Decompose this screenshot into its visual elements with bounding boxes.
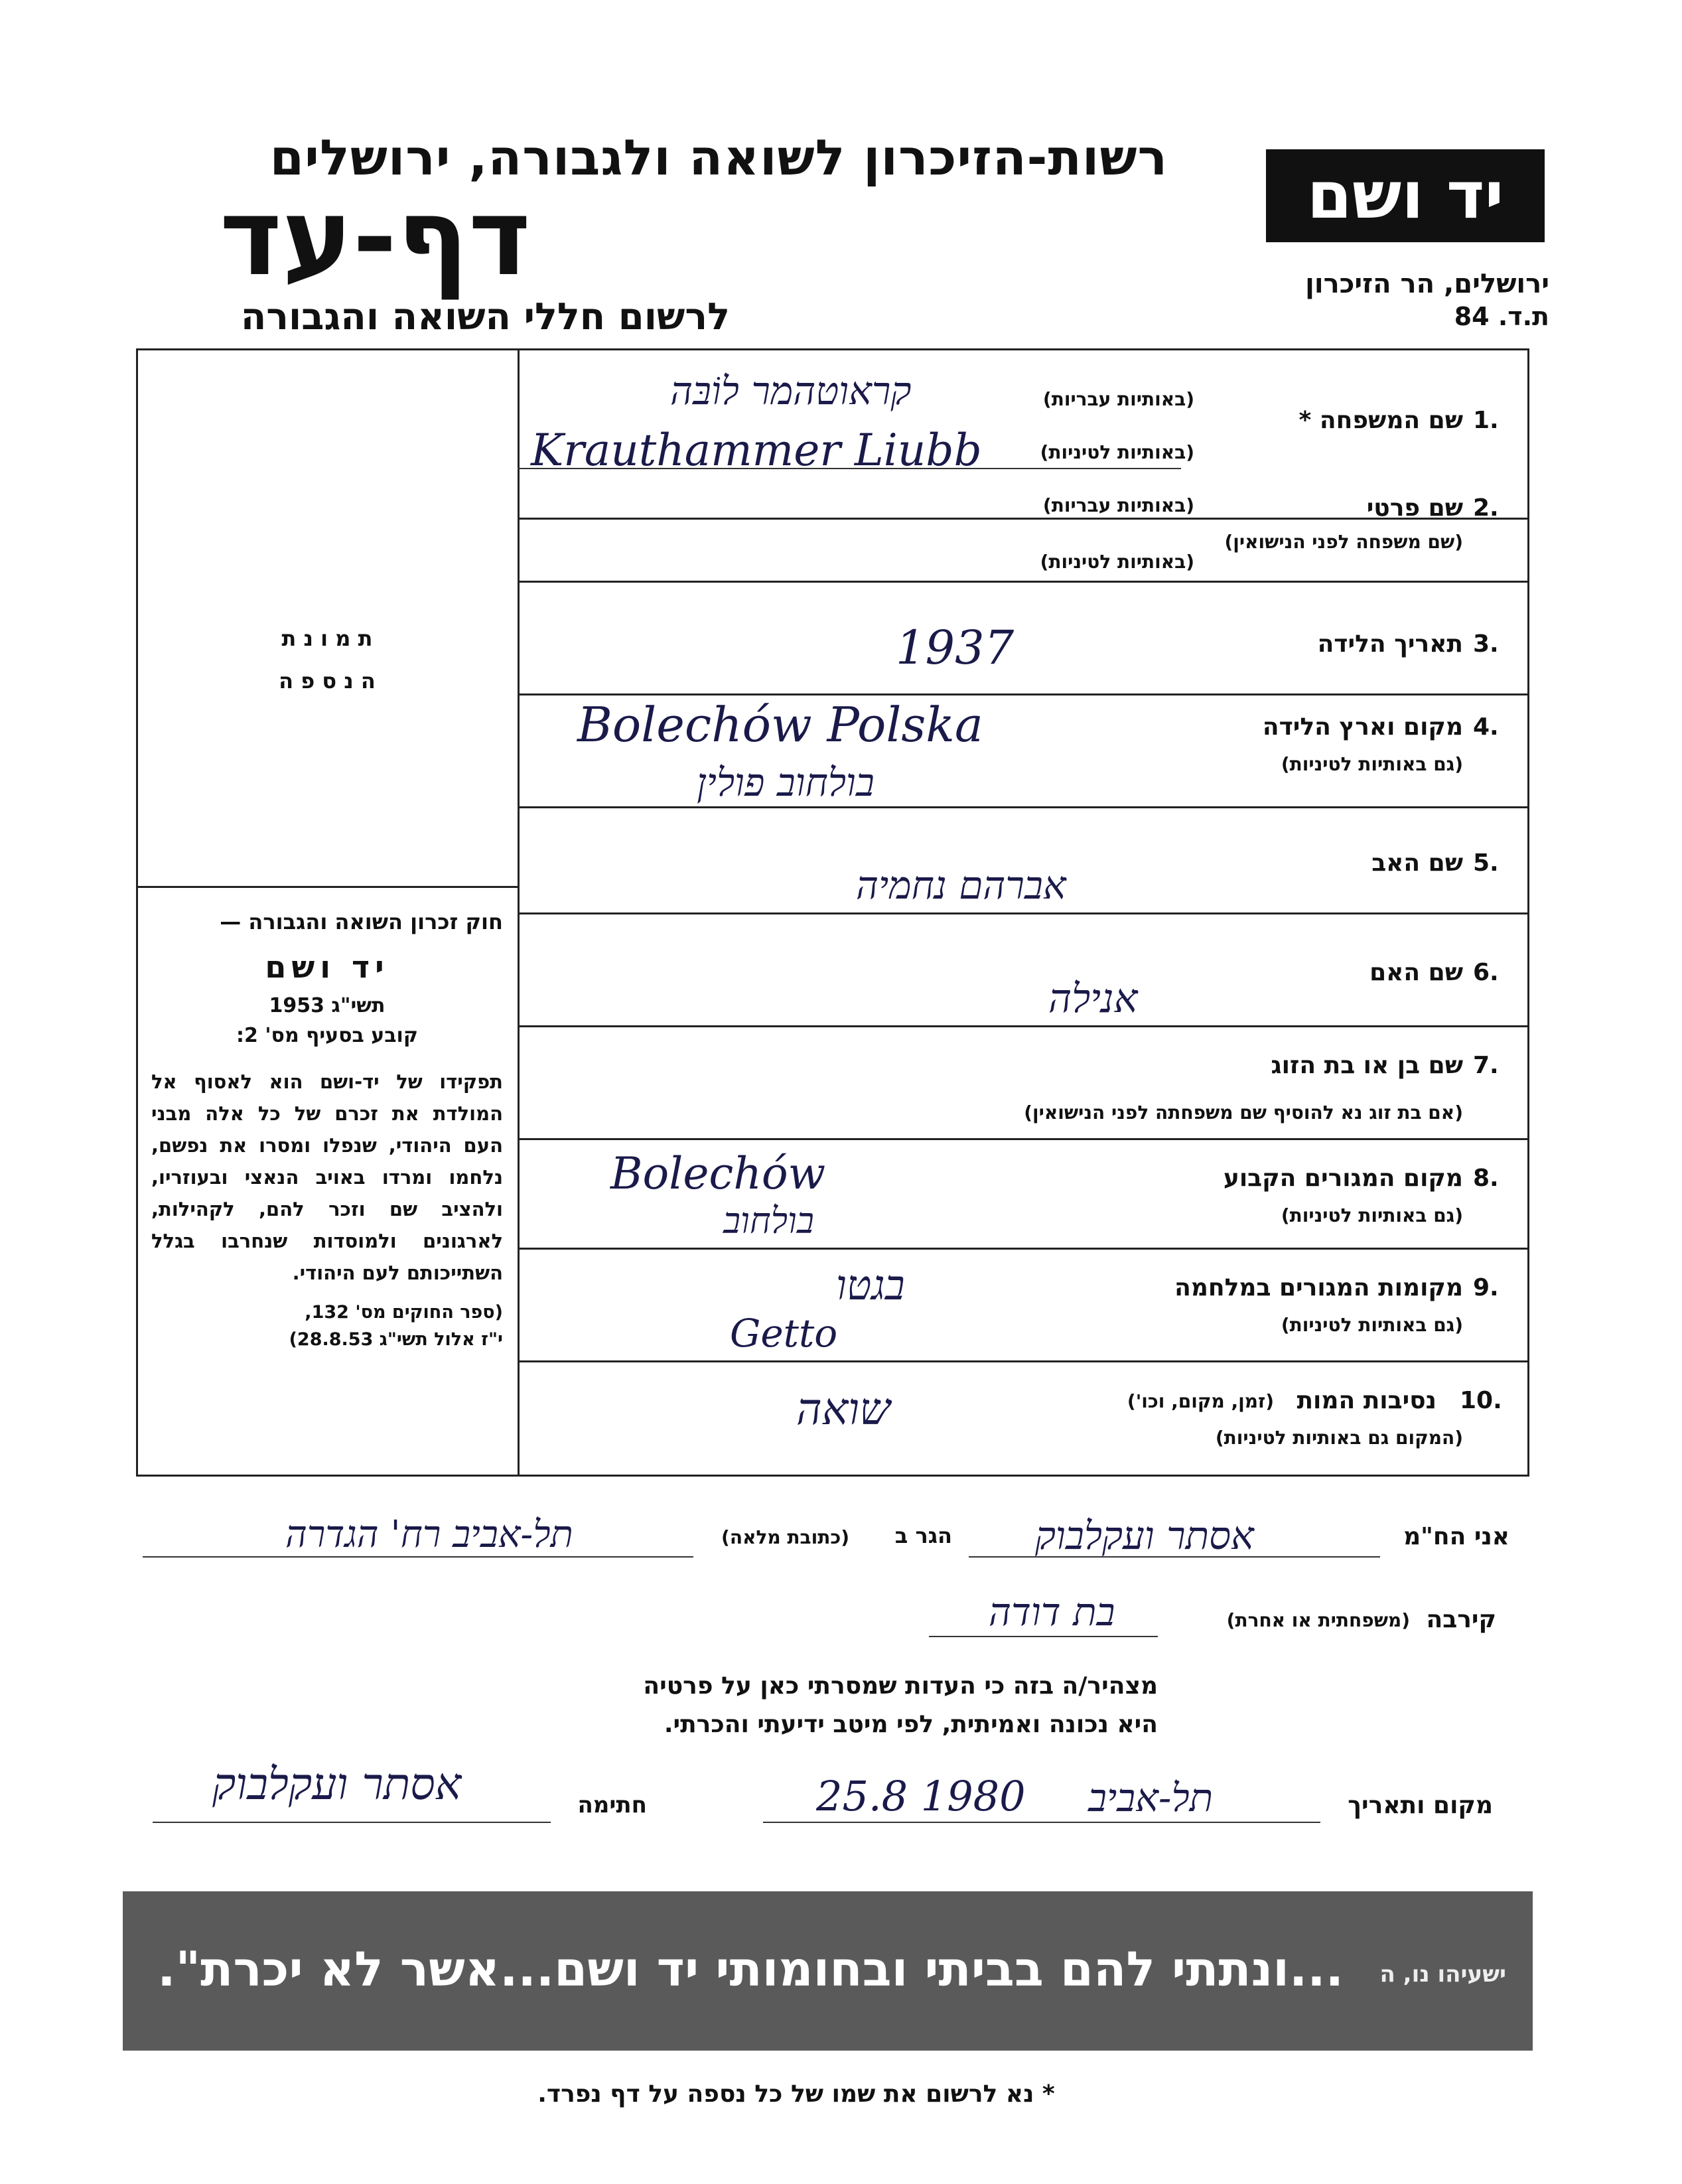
footnote: * נא לרשום את שמו של כל נספה על דף נפרד. (537, 2080, 1055, 2108)
field-4-number: 4. (1473, 713, 1499, 741)
field-1-value-hebrew: קראוטהמר לוֹבּה (670, 368, 912, 413)
field-9-sublabel: (גם באותיות לטיניות) (1281, 1314, 1463, 1336)
field-5-value: אברהם נחמיה (856, 863, 1066, 908)
law-year: תשי"ג 1953 (269, 994, 385, 1017)
field-5-label: שם האב (1371, 849, 1463, 877)
declarant-label: אני הח"מ (1403, 1523, 1509, 1550)
place-value: תל-אביב (1088, 1775, 1214, 1820)
photo-placeholder (136, 617, 518, 702)
law-source-2: י"ז אלול תשי"ג 28.8.53) (289, 1329, 503, 1350)
banner-quote: ...ונתתי להם בביתי ובחומותי יד ושם...אשר לא יכרת". (157, 1941, 1344, 1997)
row-divider (518, 1248, 1529, 1250)
photo-label-1: ת מ ו נ ת (281, 626, 373, 651)
field-3-label: תאריך הלידה (1317, 630, 1463, 658)
field-4-value-hebrew: בולחוב פולין (697, 760, 875, 805)
address-line (143, 1556, 693, 1558)
row-divider (518, 1138, 1529, 1140)
signature-label: חתימה (577, 1792, 647, 1818)
field-9-label: מקומות המגורים במלחמה (1174, 1274, 1463, 1301)
address-hint: (כתובת מלאה) (721, 1526, 849, 1548)
address-value: תל-אביב רח' הגדרה (285, 1513, 573, 1556)
row-divider (518, 693, 1529, 695)
law-clause: קובע בסעיף מס' 2: (236, 1024, 418, 1047)
field-3-number: 3. (1473, 630, 1499, 658)
relation-hint: (משפחתית או אחרת) (1226, 1609, 1410, 1631)
statement-line-2: היא נכונה ואמיתית, לפי מיטב ידיעתי והכרתי. (664, 1711, 1158, 1738)
field-1-hint-hebrew: (באותיות עבריות) (1042, 388, 1194, 410)
photo-label-2: ה נ ס פ ה (279, 668, 376, 693)
field-10-label-extra: (זמן, מקום, וכו') (1127, 1390, 1274, 1412)
field-8-number: 8. (1473, 1165, 1499, 1192)
field-4-sublabel: (גם באותיות לטיניות) (1281, 753, 1463, 775)
law-box (151, 909, 503, 1350)
row-divider (518, 912, 1529, 914)
date-value: 25.8 1980 (816, 1772, 1026, 1820)
signature-value: אסתר ועקלבוק (212, 1759, 462, 1810)
row-divider (518, 581, 1529, 583)
field-8-sublabel: (גם באותיות לטיניות) (1281, 1204, 1463, 1226)
field-9-value-hebrew: בגטו (836, 1261, 905, 1309)
field-6-number: 6. (1473, 959, 1499, 986)
field-1-hint-latin: (באותיות לטיניות) (1040, 441, 1194, 463)
field-4-label: מקום וארץ הלידה (1262, 713, 1463, 741)
field-7-sublabel: (אם בת זוג נא להוסיף שם משפחתה לפני הנישואין) (1024, 1102, 1463, 1124)
photo-law-divider (136, 886, 518, 888)
relation-label: קירבה (1426, 1606, 1496, 1633)
field-7-number: 7. (1473, 1052, 1499, 1079)
resident-label: הגר ב (894, 1523, 952, 1548)
relation-value: בת דודה (989, 1589, 1115, 1635)
field-1-number: 1. (1473, 407, 1499, 434)
relation-line (929, 1636, 1158, 1637)
field-8-label: מקום המגורים הקבוע (1223, 1165, 1463, 1192)
logo-text: יד ושם (1306, 158, 1504, 234)
address-line-1: ירושלים, הר הזיכרון (1305, 269, 1549, 299)
field-8-value-latin: Bolechów (610, 1148, 826, 1199)
field-10-sublabel: (המקום גם באותיות לטיניות) (1215, 1427, 1463, 1449)
field-1-label: שם המשפחה * (1298, 407, 1463, 434)
address-line-2: ת.ד. 84 (1454, 302, 1549, 331)
law-name: יד ושם (265, 949, 389, 985)
signature-line (153, 1822, 551, 1823)
field-6-label: שם האם (1369, 959, 1463, 986)
field-2-sublabel: (שם משפחה לפני הנישואין) (1224, 531, 1463, 553)
field-8-value-hebrew: בולחוב (723, 1200, 814, 1242)
banner-source: ישעיהו נו, ה (1379, 1961, 1506, 1988)
row-divider (518, 806, 1529, 808)
field-10-value: שואה (796, 1384, 890, 1435)
field-10-number: 10. (1460, 1387, 1502, 1414)
field-5-number: 5. (1473, 849, 1499, 877)
law-body: תפקידו של יד-ושם הוא לאסוף אל המולדת את זכרם של כל אלה מבני העם היהודי, שנפלו ומסרו את נפשם, נלחמו ומרדו באויב הנאצי ובעוזריו, ולהציב שם וזכר להם, לקהילות, לארגונים ולמוסדות שנחרבו בגלל השתייכותם לעם היהודי. (151, 1070, 503, 1284)
form-subtitle: לרשום חללי השואה והגבורה (240, 295, 730, 338)
field-2-hint-hebrew: (באותיות עבריות) (1042, 494, 1194, 516)
place-date-label: מקום ותאריך (1348, 1792, 1493, 1819)
row-divider (518, 1025, 1529, 1027)
field-3-value: 1937 (896, 620, 1015, 675)
row-divider (518, 1360, 1529, 1362)
quote-banner (123, 1891, 1533, 2051)
field-2-label: שם פרטי (1366, 494, 1463, 522)
law-source-1: (ספר החוקים מס' 132, (305, 1302, 503, 1323)
statement-line-1: מצהיר/ה בזה כי העדות שמסרתי כאן על פרטיה (643, 1672, 1158, 1700)
field-6-value: אנילה (1048, 976, 1138, 1022)
field-1-value-latin: Krauthammer Liubb (531, 425, 982, 476)
declarant-name-value: אסתר ועקלבוק (1035, 1513, 1254, 1558)
authority-title: רשות-הזיכרון לשואה ולגבורה, ירושלים (269, 129, 1168, 186)
law-heading: חוק זכרון השואה והגבורה — (220, 909, 503, 934)
field-2-hint-latin: (באותיות לטיניות) (1040, 551, 1194, 573)
field-2-number: 2. (1473, 494, 1499, 522)
form-title: דף-עד (219, 175, 531, 299)
place-date-line (763, 1822, 1320, 1823)
field-10-label: נסיבות המות (1297, 1387, 1437, 1414)
field-9-number: 9. (1473, 1274, 1499, 1301)
field-7-label: שם בן או בת הזוג (1271, 1052, 1463, 1079)
field-4-value-latin: Bolechów Polska (577, 697, 983, 753)
field-9-value-latin: Getto (730, 1311, 838, 1356)
yad-vashem-logo (1266, 149, 1545, 242)
